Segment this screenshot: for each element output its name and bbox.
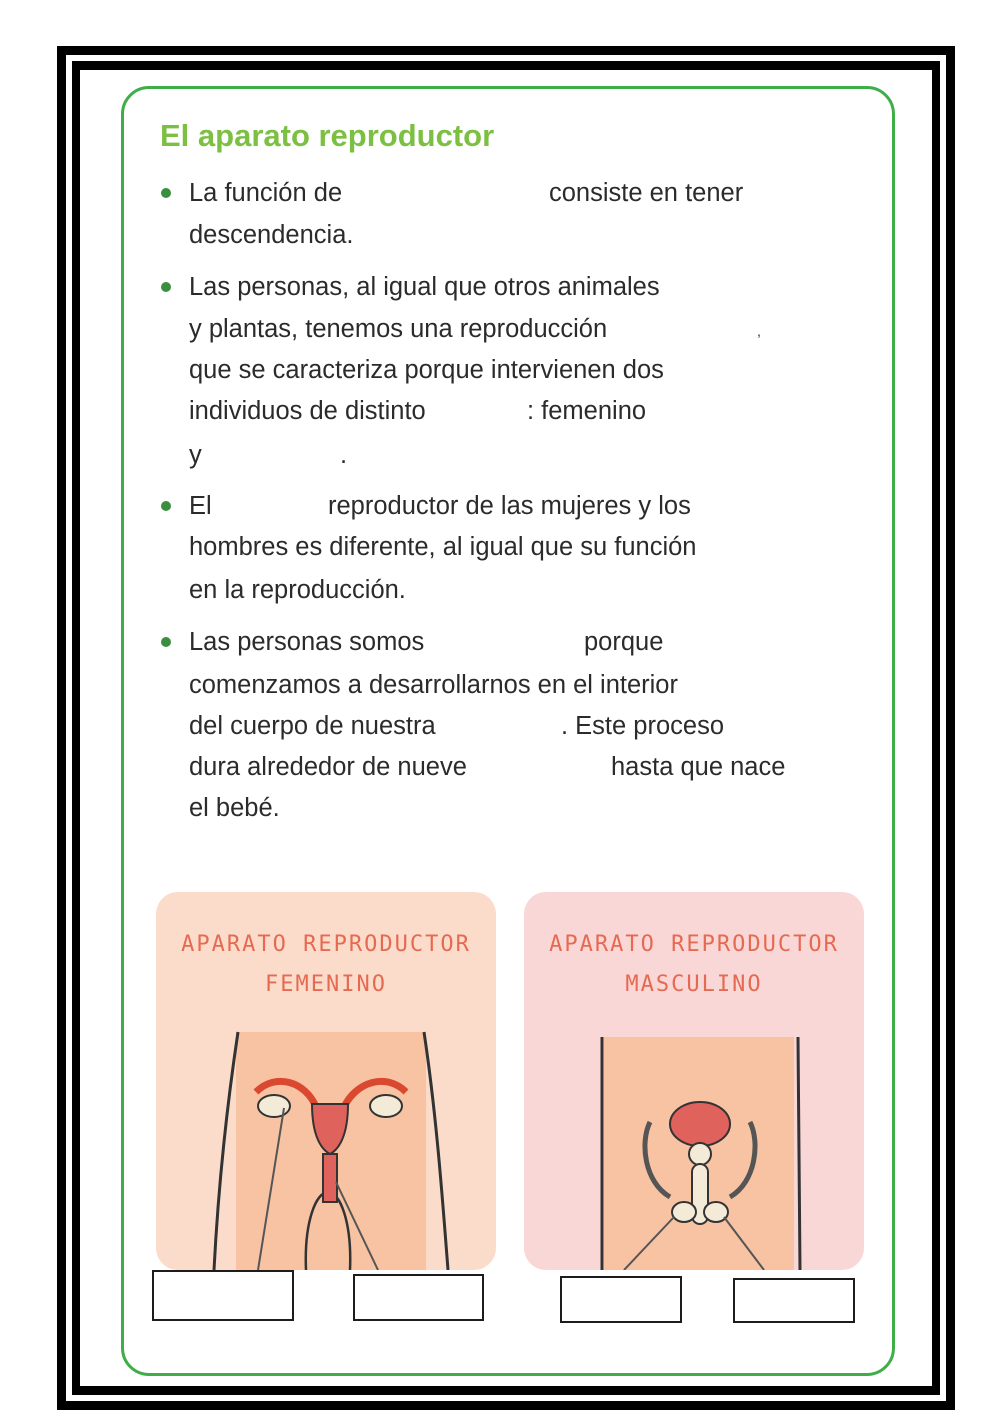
bullet-dot [161,501,171,511]
p3-line2: hombres es diferente, al igual que su función [189,533,697,561]
p1-line2: descendencia. [189,221,354,249]
female-panel-line2: FEMENINO [265,972,387,997]
p2-line3: que se caracteriza porque intervienen dos [189,356,664,384]
bullet-dot [161,282,171,292]
p2-line4a: individuos de distinto [189,397,426,425]
page-title: El aparato reproductor [160,118,495,153]
female-reproductive-icon [156,892,496,1270]
answer-box-4[interactable] [733,1278,855,1323]
p4-line1b: porque [584,628,664,656]
p4-line1a: Las personas somos [189,628,425,656]
bullet-dot [161,188,171,198]
p3-line3: en la reproducción. [189,576,406,604]
p3-line1a: El [189,492,212,520]
p4-line3b: . Este proceso [561,712,724,740]
p4-line4b: hasta que nace [611,753,786,781]
p4-line4a: dura alrededor de nueve [189,753,467,781]
answer-box-3[interactable] [560,1276,682,1323]
p4-line2: comenzamos a desarrollarnos en el interior [189,671,678,699]
answer-box-2[interactable] [353,1274,484,1321]
male-panel [524,892,864,1270]
male-reproductive-icon [524,892,864,1270]
female-panel-line1: APARATO REPRODUCTOR [181,932,471,957]
p2-line5b: . [340,441,348,469]
female-panel [156,892,496,1270]
p2-line2: y plantas, tenemos una reproducción [189,315,608,343]
p4-line5: el bebé. [189,794,280,822]
p3-line1b: reproductor de las mujeres y los [328,492,691,520]
male-panel-line2: MASCULINO [625,972,763,997]
p2-line2-comma: , [757,323,761,339]
p2-line1: Las personas, al igual que otros animales [189,273,660,301]
p2-line5a: y [189,441,202,469]
bullet-dot [161,637,171,647]
p4-line3a: del cuerpo de nuestra [189,712,436,740]
male-panel-line1: APARATO REPRODUCTOR [549,932,839,957]
p1-line1a: La función de [189,179,343,207]
answer-box-1[interactable] [152,1270,294,1321]
p1-line1b: consiste en tener [549,179,744,207]
p2-line4b: : femenino [527,397,647,425]
